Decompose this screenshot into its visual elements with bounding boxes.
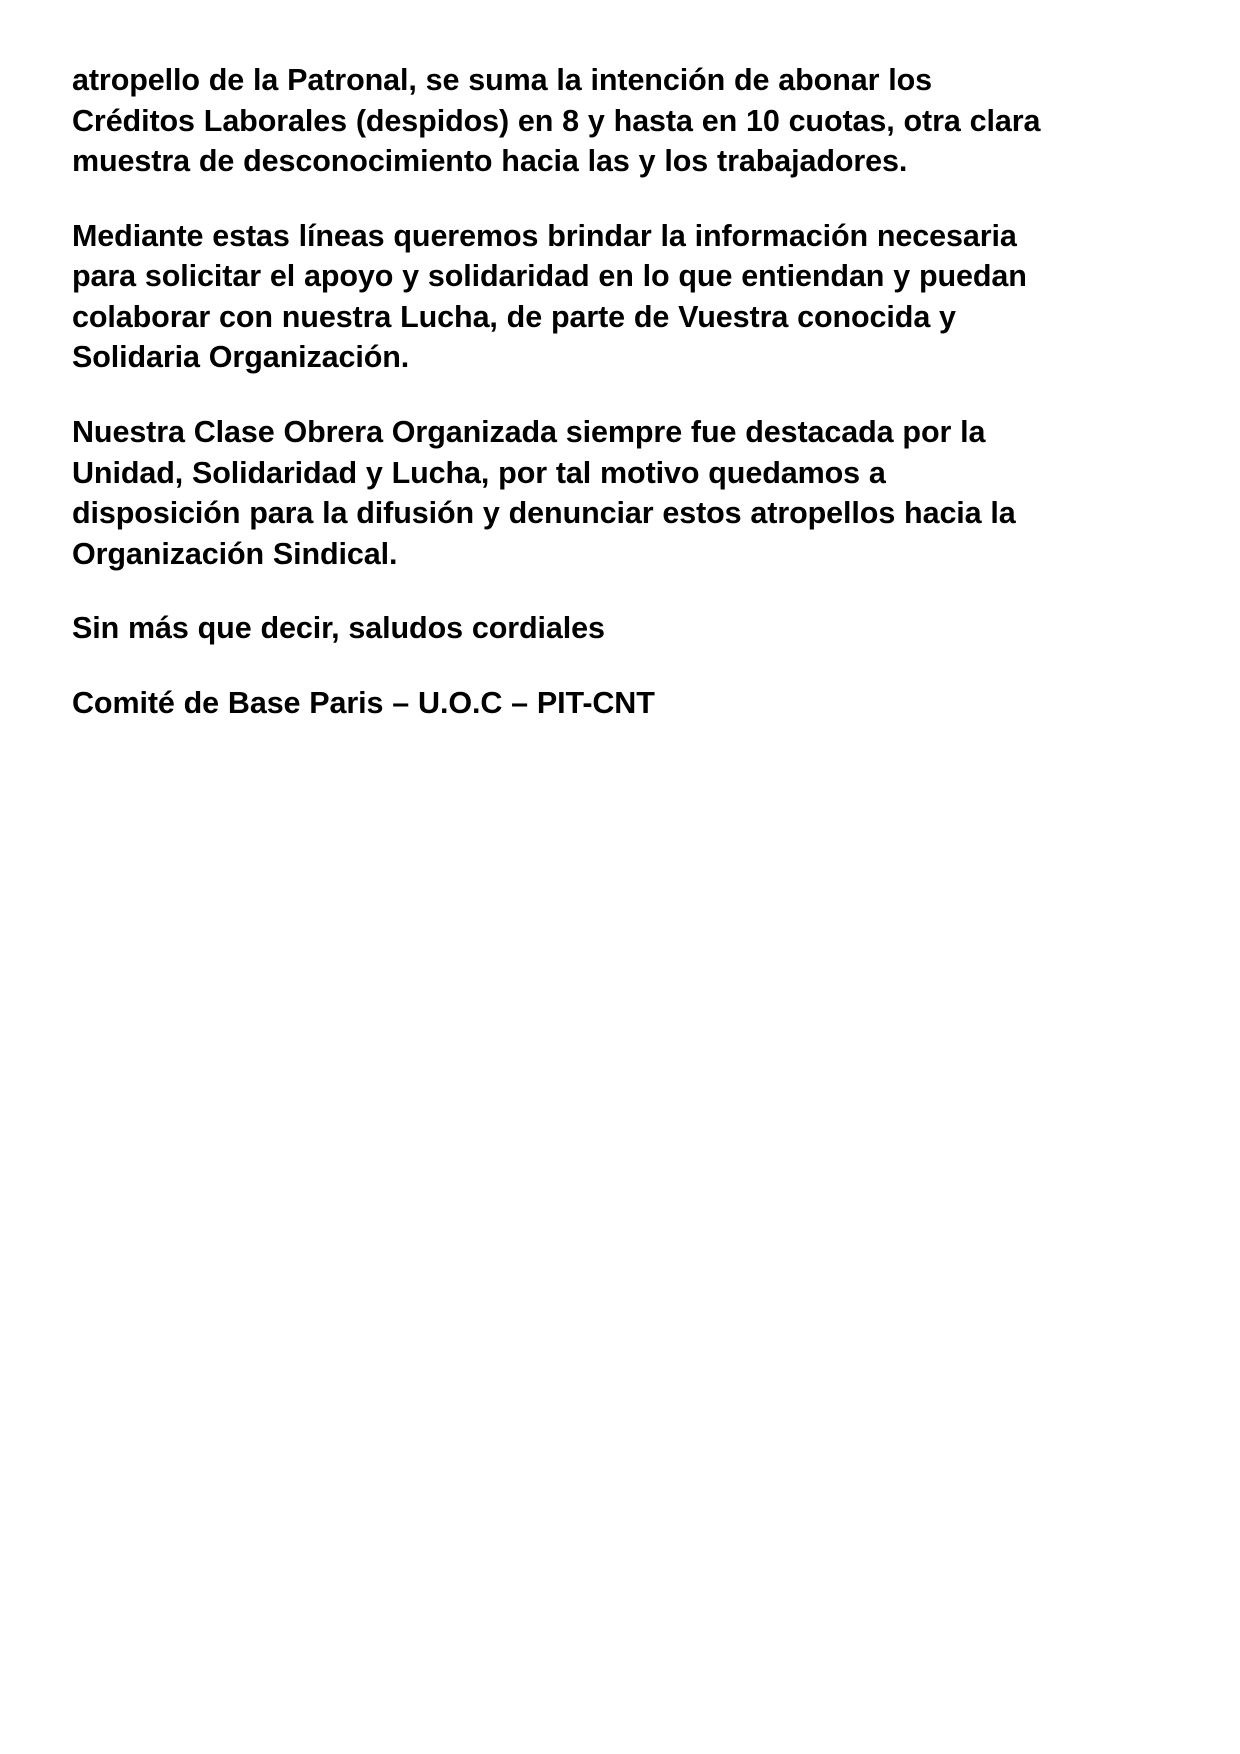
paragraph: Nuestra Clase Obrera Organizada siempre fue destacada por la Unidad, Solidaridad y Lucha, por tal motivo quedamos a disposición para la difusión y denunciar estos atropellos hacia la Organización Sindical. <box>72 414 1016 571</box>
signature-line: Comité de Base Paris – U.O.C – PIT-CNT <box>72 685 655 720</box>
paragraph: Mediante estas líneas queremos brindar la información necesaria para solicitar el apoyo y solidaridad en lo que entiendan y puedan colaborar con nuestra Lucha, de parte de Vuestra conocida y Solidaria Organización. <box>72 218 1027 375</box>
document-body <box>72 60 1062 723</box>
paragraph: atropello de la Patronal, se suma la intención de abonar los Créditos Laborales (despidos) en 8 y hasta en 10 cuotas, otra clara muestra de desconocimiento hacia las y los trabajadores. <box>72 63 1041 179</box>
closing-line: Sin más que decir, saludos cordiales <box>72 611 605 646</box>
